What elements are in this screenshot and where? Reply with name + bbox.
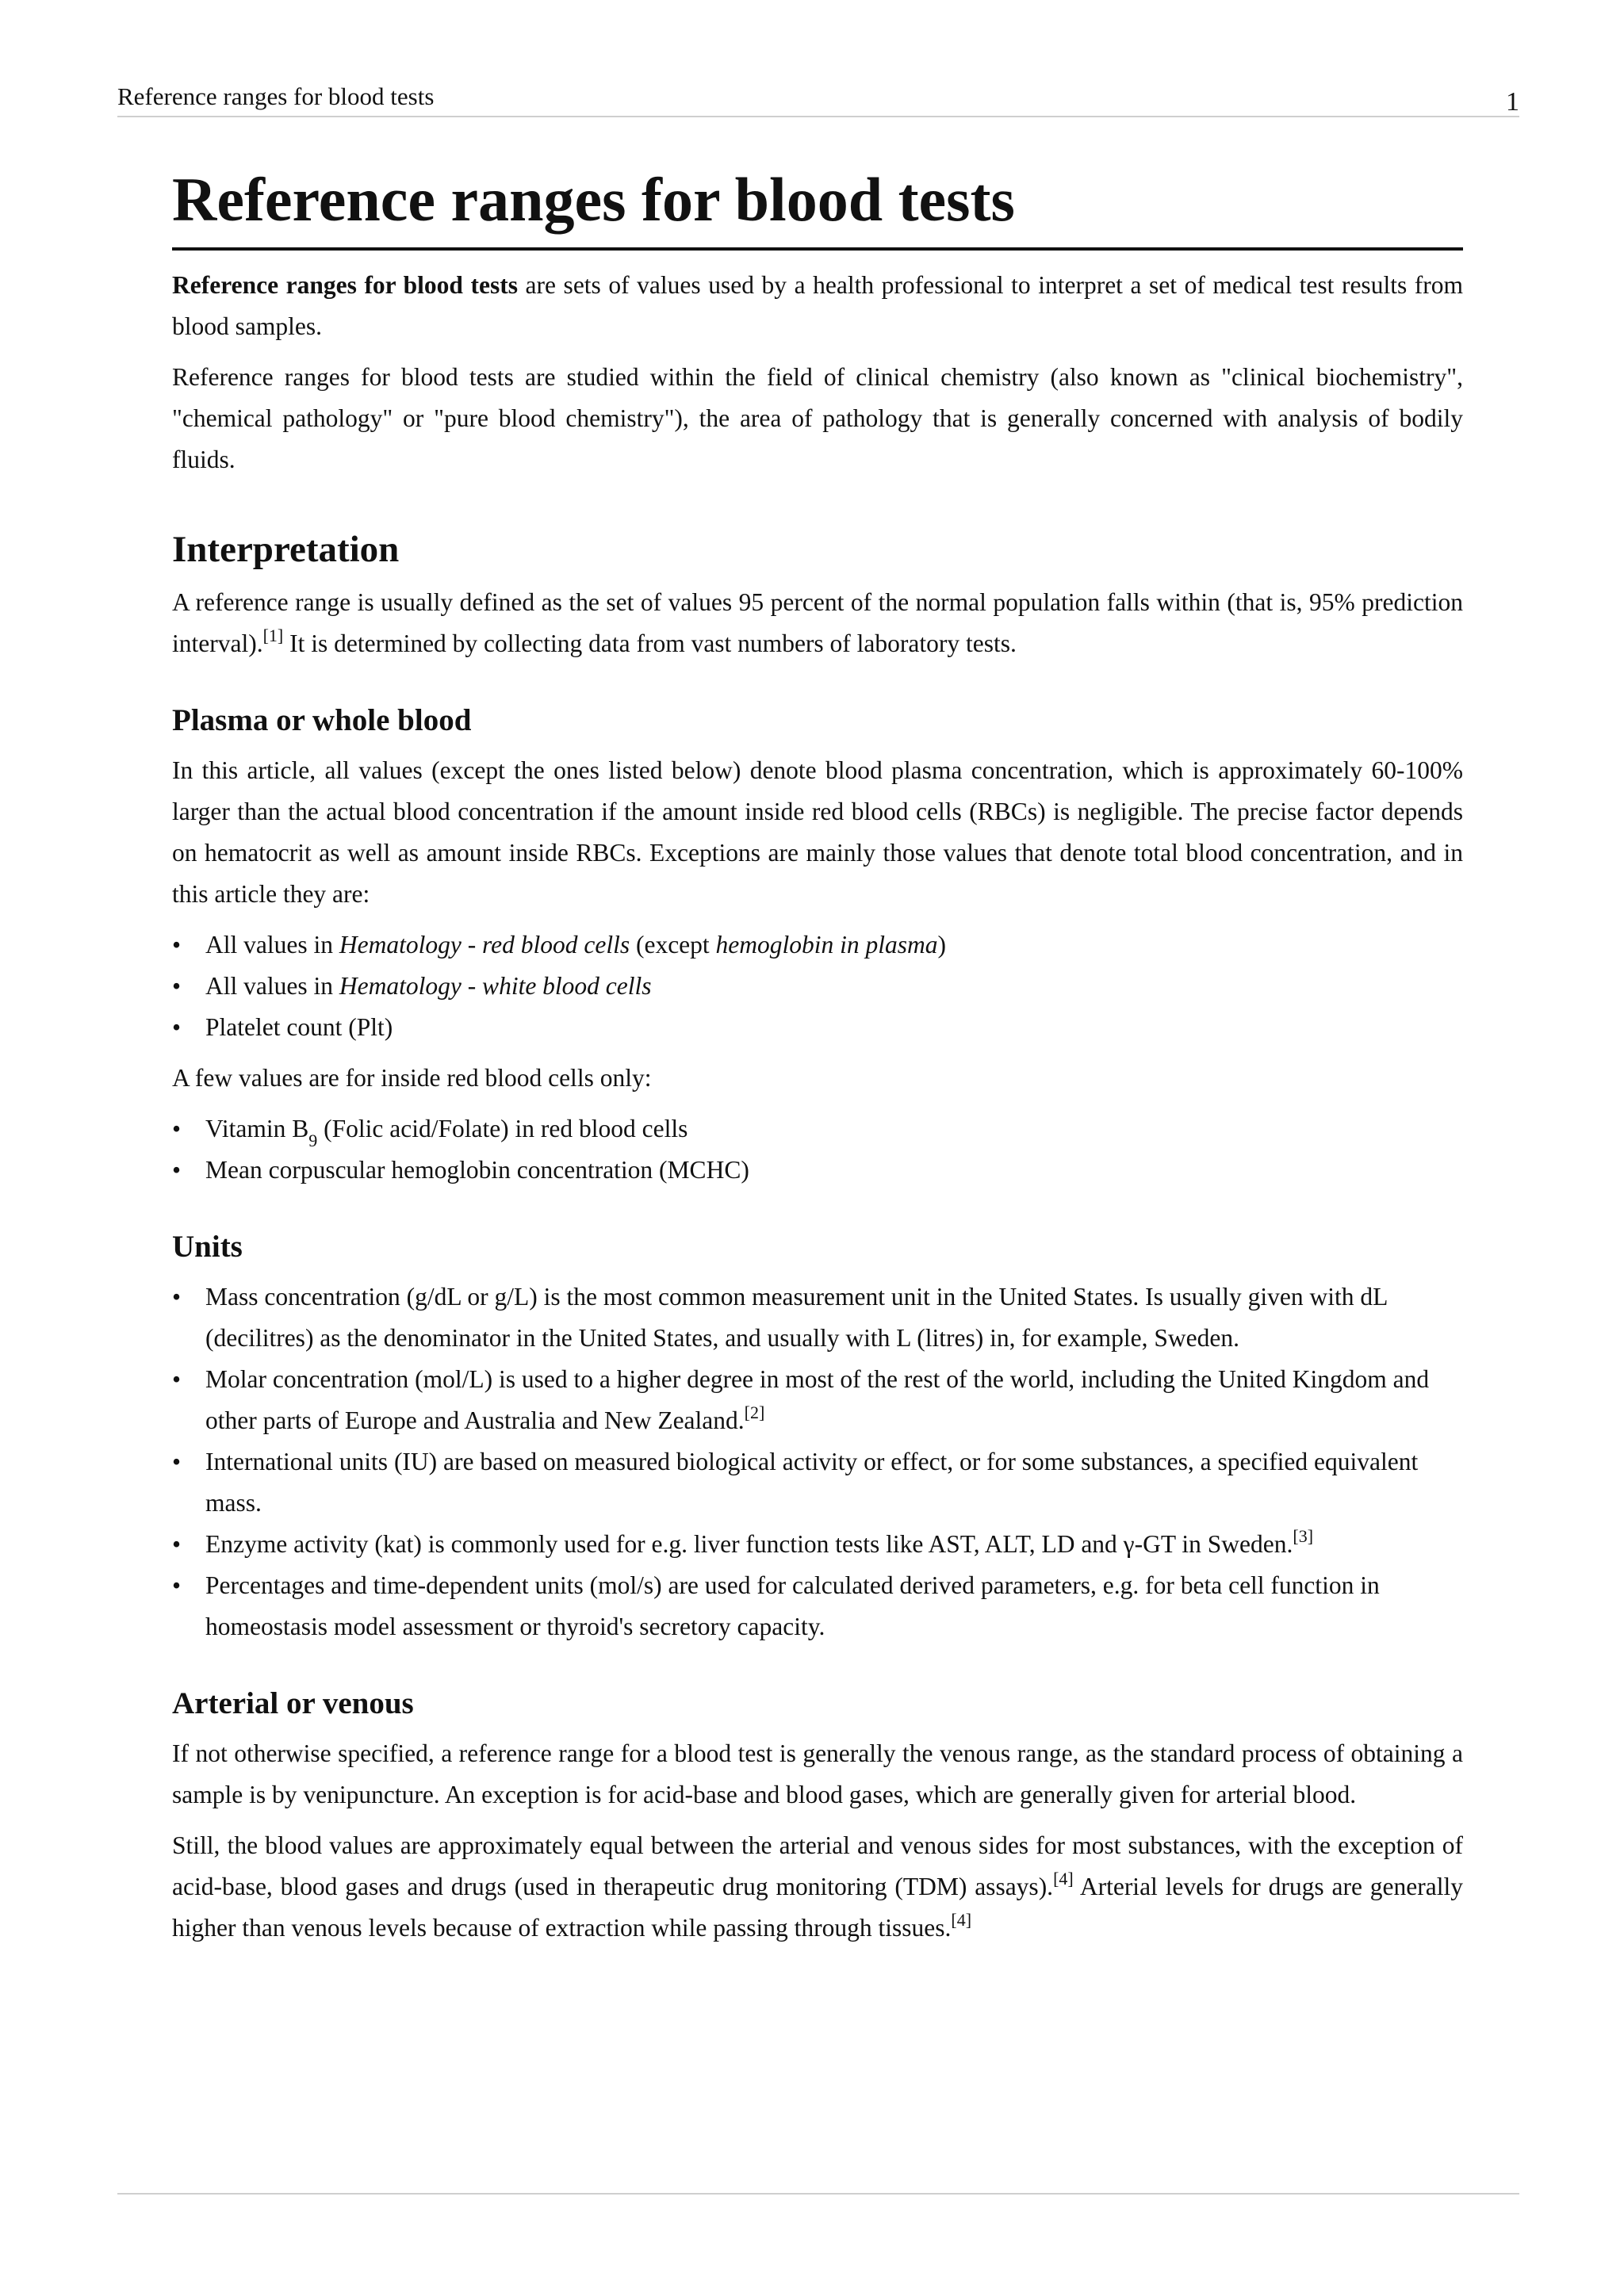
list-item bbox=[172, 924, 1463, 966]
running-header bbox=[117, 78, 1519, 117]
list-item-italic: Hematology - red blood cells bbox=[339, 931, 630, 959]
arterial-text-a: Still, the blood values are approximately equal between the arterial and venous sides for most substances, with the exception of acid-base, blood gases and drugs (used in therapeutic drug monitoring (TDM) assays). bbox=[172, 1831, 1463, 1900]
running-header-title: Reference ranges for blood tests bbox=[117, 82, 435, 110]
section-heading-units: Units bbox=[172, 1230, 243, 1264]
citation-link-2[interactable]: [2] bbox=[744, 1402, 765, 1422]
page-number: 1 bbox=[1506, 87, 1519, 117]
list-item: • Percentages and time-dependent units (mol/s) are used for calculated derived parameters, e.g. for beta cell function in homeostasis model assessment or thyroid's secretory capacity. bbox=[172, 1565, 1463, 1647]
citation-link-4b[interactable]: [4] bbox=[951, 1910, 972, 1930]
list-item-text: (Folic acid/Folate) in red blood cells bbox=[317, 1115, 688, 1142]
arterial-text-b: Arterial levels for drugs are generally higher than venous levels because of extraction while passing through tissues. bbox=[172, 1873, 1463, 1942]
list-item-text: Molar concentration (mol/L) is used to a higher degree in most of the rest of the world, including the United Kingdom and other parts of Europe and Australia and New Zealand. bbox=[205, 1365, 1430, 1434]
intro-bold-term: Reference ranges for blood tests bbox=[172, 271, 518, 299]
list-item bbox=[172, 966, 1463, 1007]
arterial-paragraph-2 bbox=[172, 1825, 1463, 1949]
intro-paragraph-1 bbox=[172, 265, 1463, 347]
list-item: • Platelet count (Plt) bbox=[172, 1007, 1463, 1048]
list-item-text: Enzyme activity (kat) is commonly used for e.g. liver function tests like AST, ALT, LD and γ-GT in Sweden. bbox=[205, 1530, 1293, 1558]
list-item-italic: Hematology - white blood cells bbox=[339, 972, 652, 1000]
interpretation-paragraph bbox=[172, 582, 1463, 664]
list-item-text: (except bbox=[630, 931, 716, 959]
list-item-italic: hemoglobin in plasma bbox=[715, 931, 938, 959]
section-heading-plasma: Plasma or whole blood bbox=[172, 703, 472, 737]
interpretation-text-a: A reference range is usually defined as the set of values 95 percent of the normal population falls within (that is, 95% prediction interval). bbox=[172, 588, 1463, 657]
citation-link-3[interactable]: [3] bbox=[1293, 1526, 1314, 1546]
intro-paragraph-2: Reference ranges for blood tests are studied within the field of clinical chemistry (also known as "clinical biochemistry", "chemical pathology" or "pure blood chemistry"), the area of pathology that is generally concerned with analysis of bodily fluids. bbox=[172, 363, 1463, 473]
list-item-text: All values in bbox=[205, 972, 339, 1000]
units-list bbox=[172, 1276, 1463, 1647]
subscript: 9 bbox=[308, 1131, 318, 1150]
list-item-text: All values in bbox=[205, 931, 339, 959]
plasma-exceptions-list bbox=[172, 924, 1463, 1048]
intro-paragraph-1-text: are sets of values used by a health professional to interpret a set of medical test results from blood samples. bbox=[172, 271, 1463, 340]
list-item bbox=[172, 1359, 1463, 1441]
inside-rbc-list bbox=[172, 1108, 1463, 1191]
list-item-text: ) bbox=[937, 931, 947, 959]
list-item: • Mass concentration (g/dL or g/L) is the most common measurement unit in the United States. Is usually given with dL (decilitres) as the denominator in the United States, and usually with L (litres) in, for example, Sweden. bbox=[172, 1276, 1463, 1359]
arterial-paragraph-1: If not otherwise specified, a reference range for a blood test is generally the venous range, as the standard process of obtaining a sample is by venipuncture. An exception is for acid-base and blood gases, which are generally given for arterial blood. bbox=[172, 1739, 1463, 1808]
list-item-text: Vitamin B bbox=[205, 1115, 309, 1142]
section-heading-interpretation: Interpretation bbox=[172, 529, 400, 570]
plasma-paragraph-2: A few values are for inside red blood cells only: bbox=[172, 1064, 652, 1092]
article-title: Reference ranges for blood tests bbox=[172, 163, 1463, 251]
citation-link-4[interactable]: [4] bbox=[1053, 1869, 1074, 1888]
section-heading-arterial: Arterial or venous bbox=[172, 1686, 414, 1720]
list-item bbox=[172, 1108, 1463, 1150]
list-item bbox=[172, 1524, 1463, 1565]
interpretation-text-b: It is determined by collecting data from vast numbers of laboratory tests. bbox=[283, 629, 1017, 657]
citation-link-1[interactable]: [1] bbox=[262, 626, 284, 645]
list-item: • Mean corpuscular hemoglobin concentration (MCHC) bbox=[172, 1150, 1463, 1191]
plasma-paragraph-1: In this article, all values (except the ones listed below) denote blood plasma concentration, which is approximately 60-100% larger than the actual blood concentration if the amount inside red blood cells (RBCs) is negligible. The precise factor depends on hematocrit as well as amount inside RBCs. Exceptions are mainly those values that denote total blood concentration, and in this article they are: bbox=[172, 756, 1463, 908]
article-body bbox=[172, 163, 1463, 1958]
footer-divider bbox=[117, 2193, 1519, 2195]
list-item: • International units (IU) are based on measured biological activity or effect, or for some substances, a specified equivalent mass. bbox=[172, 1441, 1463, 1524]
